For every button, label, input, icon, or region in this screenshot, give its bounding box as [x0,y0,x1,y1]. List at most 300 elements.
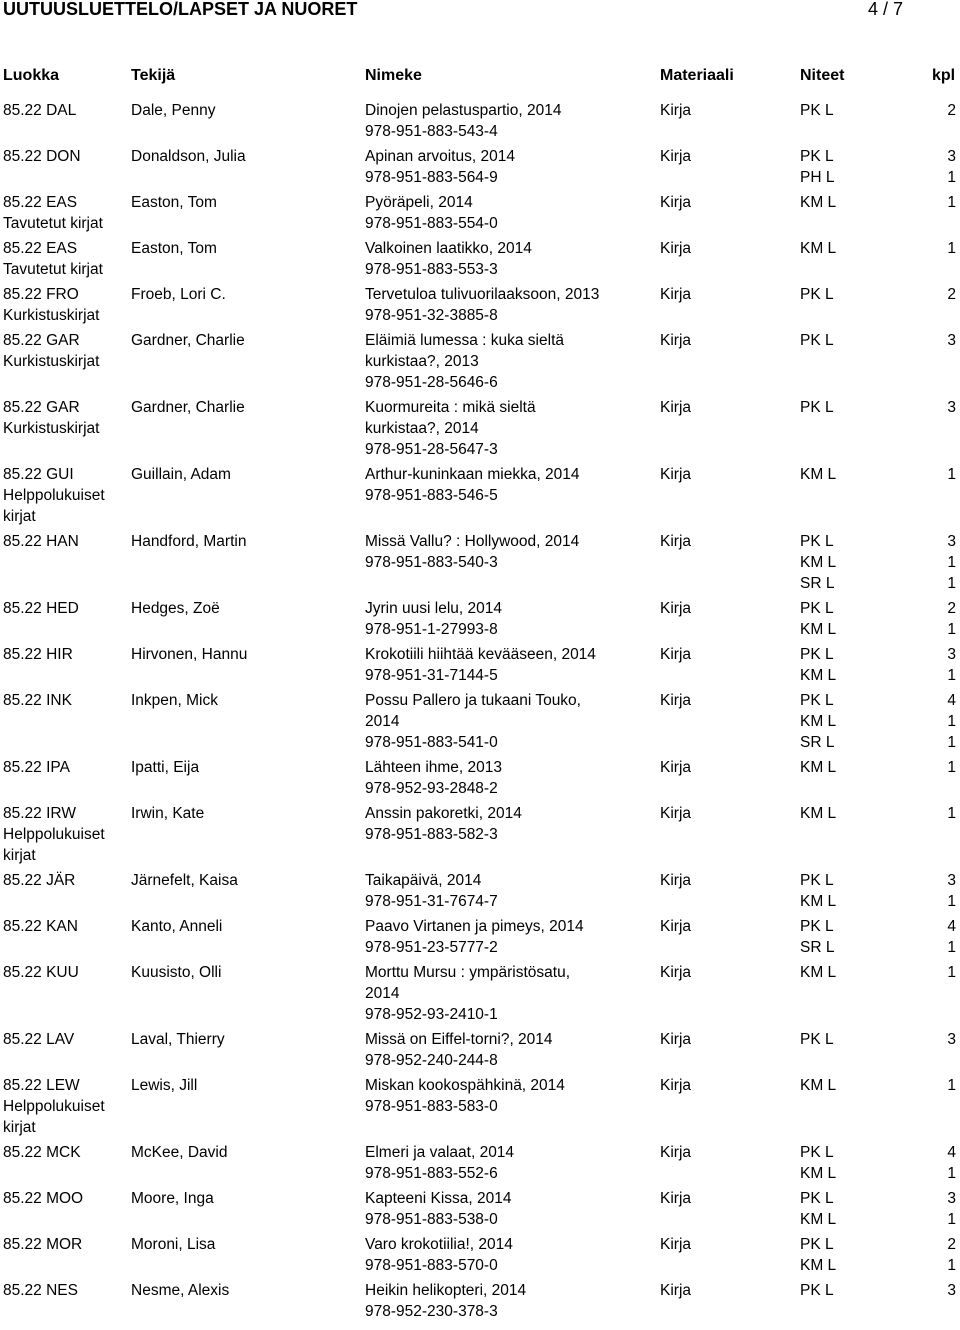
class-code-line: 85.22 DON [3,148,81,165]
class-code [3,757,128,778]
title-line: Missä on Eiffel-torni?, 2014 [365,1031,553,1048]
copies-location [800,598,836,640]
title-line: Tervetuloa tulivuorilaaksoon, 2013 [365,286,600,303]
author: Laval, Thierry [131,1031,225,1048]
copies-count [920,531,956,594]
class-code-line: 85.22 KAN [3,918,78,935]
copies-location-line: KM L [800,1257,837,1274]
class-code [3,1142,128,1163]
title-line: Jyrin uusi lelu, 2014 [365,600,502,617]
title-line: kurkistaa?, 2013 [365,353,479,370]
copies-location [800,531,836,594]
title-line: Lähteen ihme, 2013 [365,759,503,776]
title-line: Paavo Virtanen ja pimeys, 2014 [365,918,584,935]
class-code-line: kirjat [3,847,36,864]
title-line: Varo krokotiilia!, 2014 [365,1236,513,1253]
class-code-line: 85.22 IPA [3,759,70,776]
copies-count [920,916,956,958]
title [365,1280,640,1322]
title-line: 978-951-883-540-3 [365,554,498,571]
copies-location-line: KM L [800,759,837,776]
copies-count-line: 4 [947,692,956,709]
copies-location [800,962,836,983]
class-code-line: 85.22 IRW [3,805,76,822]
copies-count [920,644,956,686]
title-line: Possu Pallero ja tukaani Touko, [365,692,581,709]
copies-location-line: KM L [800,240,837,257]
class-code-line: Kurkistuskirjat [3,307,100,324]
title-line: 978-951-883-546-5 [365,487,498,504]
title-line: Anssin pakoretki, 2014 [365,805,522,822]
title [365,690,640,753]
copies-location [800,870,836,912]
copies-location-line: PK L [800,102,834,119]
copies-count [920,1280,956,1301]
copies-location-line: KM L [800,466,837,483]
material: Kirja [660,1144,692,1161]
copies-location-line: PK L [800,1236,834,1253]
author: Hirvonen, Hannu [131,646,248,663]
material: Kirja [660,1236,692,1253]
copies-location-line: PK L [800,399,834,416]
copies-location-line: PK L [800,1190,834,1207]
title [365,397,640,460]
class-code-line: 85.22 EAS [3,194,78,211]
copies-count-line: 1 [947,1211,956,1228]
title [365,1188,640,1230]
material: Kirja [660,286,692,303]
title [365,803,640,845]
author: Ipatti, Eija [131,759,200,776]
copies-count [920,192,956,213]
title [365,330,640,393]
class-code-line: kirjat [3,508,36,525]
copies-count-line: 2 [947,1236,956,1253]
author: Irwin, Kate [131,805,205,822]
material: Kirja [660,240,692,257]
class-code-line: Helppolukuiset [3,1098,105,1115]
class-code-line: 85.22 HED [3,600,79,617]
title-line: 978-951-883-538-0 [365,1211,498,1228]
copies-count [920,330,956,351]
title [365,1234,640,1276]
copies-count-line: 3 [947,1282,956,1299]
author: Kanto, Anneli [131,918,223,935]
class-code-line: Helppolukuiset [3,487,105,504]
title [365,757,640,799]
copies-count-line: 1 [947,554,956,571]
copies-location [800,284,834,305]
author: Kuusisto, Olli [131,964,222,981]
copies-count [920,690,956,753]
class-code [3,1075,128,1138]
copies-location-line: SR L [800,734,835,751]
title-line: 978-951-883-570-0 [365,1257,498,1274]
title [365,1075,640,1117]
class-code-line: 85.22 INK [3,692,72,709]
copies-count [920,757,956,778]
title-line: Kuormureita : mikä sieltä [365,399,536,416]
author: Lewis, Jill [131,1077,198,1094]
material: Kirja [660,194,692,211]
copies-location [800,690,836,753]
copies-location [800,192,836,213]
copies-count-line: 3 [947,399,956,416]
copies-count [920,1142,956,1184]
title-line: Krokotiili hiihtää kevääseen, 2014 [365,646,596,663]
copies-location-line: PK L [800,1031,834,1048]
title-line: 978-952-230-378-3 [365,1303,498,1320]
copies-count-line: 1 [947,939,956,956]
class-code [3,284,128,326]
copies-count-line: 1 [947,667,956,684]
class-code-line: 85.22 LEW [3,1077,80,1094]
author: Easton, Tom [131,194,217,211]
copies-count [920,598,956,640]
copies-location [800,803,836,824]
copies-location [800,100,834,121]
copies-location [800,330,834,351]
class-code-line: Helppolukuiset [3,826,105,843]
header-tekija: Tekijä [131,67,176,84]
author: Moore, Inga [131,1190,214,1207]
author: Moroni, Lisa [131,1236,216,1253]
title-line: Valkoinen laatikko, 2014 [365,240,532,257]
title-line: 978-951-883-553-3 [365,261,498,278]
copies-location-line: PK L [800,332,834,349]
title-line: Missä Vallu? : Hollywood, 2014 [365,533,580,550]
copies-location-line: KM L [800,667,837,684]
class-code-line: 85.22 HIR [3,646,73,663]
copies-count-line: 1 [947,893,956,910]
author: Nesme, Alexis [131,1282,230,1299]
title-line: 978-951-31-7674-7 [365,893,498,910]
class-code-line: 85.22 MCK [3,1144,81,1161]
copies-location [800,464,836,485]
title-line: 978-951-883-583-0 [365,1098,498,1115]
title-line: Kapteeni Kissa, 2014 [365,1190,512,1207]
copies-count-line: 2 [947,286,956,303]
material: Kirja [660,1031,692,1048]
material: Kirja [660,466,692,483]
material: Kirja [660,692,692,709]
class-code [3,1029,128,1050]
class-code [3,1188,128,1209]
class-code-line: 85.22 JÄR [3,872,76,889]
copies-count [920,146,956,188]
title-line: 978-951-883-543-4 [365,123,498,140]
title-line: Eläimiä lumessa : kuka sieltä [365,332,564,349]
material: Kirja [660,872,692,889]
title-line: Elmeri ja valaat, 2014 [365,1144,515,1161]
author: Donaldson, Julia [131,148,246,165]
copies-location [800,757,836,778]
title-line: Pyöräpeli, 2014 [365,194,473,211]
header-niteet: Niteet [800,67,845,84]
copies-count [920,1234,956,1276]
header-kpl: kpl [932,67,956,84]
author: Hedges, Zoë [131,600,220,617]
copies-count-line: 4 [947,918,956,935]
class-code [3,916,128,937]
class-code-line: 85.22 GAR [3,332,80,349]
copies-count-line: 1 [947,466,956,483]
class-code [3,146,128,167]
class-code-line: Kurkistuskirjat [3,420,100,437]
copies-count-line: 3 [947,1190,956,1207]
copies-count-line: 1 [947,805,956,822]
title-line: kurkistaa?, 2014 [365,420,479,437]
class-code [3,644,128,665]
class-code-line: 85.22 LAV [3,1031,75,1048]
class-code [3,1280,128,1301]
copies-count-line: 1 [947,734,956,751]
class-code-line: Tavutetut kirjat [3,215,103,232]
copies-location [800,1188,836,1230]
class-code [3,464,128,527]
author: Froeb, Lori C. [131,286,226,303]
author: Gardner, Charlie [131,332,245,349]
title-line: 978-951-883-564-9 [365,169,498,186]
title-line: 978-951-883-541-0 [365,734,498,751]
copies-count [920,1029,956,1050]
title-line: 978-951-883-554-0 [365,215,498,232]
copies-location [800,397,834,418]
title [365,1029,640,1071]
copies-count-line: 1 [947,1257,956,1274]
copies-count-line: 1 [947,964,956,981]
copies-location-line: PK L [800,1144,834,1161]
class-code [3,690,128,711]
title [365,1142,640,1184]
class-code [3,100,128,121]
copies-count-line: 3 [947,872,956,889]
copies-location-line: KM L [800,194,837,211]
class-code [3,1234,128,1255]
class-code-line: 85.22 MOR [3,1236,83,1253]
title-line: Morttu Mursu : ympäristösatu, [365,964,571,981]
author: McKee, David [131,1144,228,1161]
class-code-line: 85.22 MOO [3,1190,84,1207]
copies-count-line: 1 [947,1077,956,1094]
class-code-line: 85.22 EAS [3,240,78,257]
material: Kirja [660,332,692,349]
copies-location-line: PK L [800,1282,834,1299]
title [365,284,640,326]
copies-location [800,146,834,188]
class-code-line: 85.22 HAN [3,533,79,550]
author: Järnefelt, Kaisa [131,872,238,889]
title-line: 2014 [365,985,400,1002]
copies-location-line: KM L [800,621,837,638]
copies-location-line: SR L [800,939,835,956]
copies-count [920,284,956,305]
copies-count [920,100,956,121]
copies-location-line: PK L [800,600,834,617]
title-line: 978-951-883-552-6 [365,1165,498,1182]
material: Kirja [660,1190,692,1207]
copies-location-line: PK L [800,872,834,889]
copies-location-line: KM L [800,893,837,910]
copies-location-line: PK L [800,148,834,165]
copies-location-line: KM L [800,713,837,730]
material: Kirja [660,805,692,822]
class-code [3,870,128,891]
title-line: Heikin helikopteri, 2014 [365,1282,527,1299]
class-code-line: Tavutetut kirjat [3,261,103,278]
copies-location-line: PK L [800,533,834,550]
class-code-line: 85.22 DAL [3,102,77,119]
class-code-line: kirjat [3,1119,36,1136]
header-luokka: Luokka [3,67,60,84]
class-code [3,330,128,372]
copies-count-line: 1 [947,240,956,257]
copies-count-line: 3 [947,533,956,550]
copies-location [800,1280,834,1301]
author: Guillain, Adam [131,466,231,483]
title-line: 978-952-93-2410-1 [365,1006,498,1023]
copies-location-line: KM L [800,554,837,571]
class-code [3,598,128,619]
title-line: Taikapäivä, 2014 [365,872,482,889]
page-number: 4 / 7 [868,0,904,19]
author: Gardner, Charlie [131,399,245,416]
material: Kirja [660,148,692,165]
header-materiaali: Materiaali [660,67,734,84]
copies-count [920,1188,956,1230]
copies-count [920,238,956,259]
copies-count [920,464,956,485]
class-code-line: 85.22 GUI [3,466,74,483]
class-code-line: 85.22 GAR [3,399,80,416]
material: Kirja [660,646,692,663]
title-line: 978-951-1-27993-8 [365,621,498,638]
copies-count [920,803,956,824]
class-code [3,238,128,280]
material: Kirja [660,600,692,617]
material: Kirja [660,964,692,981]
copies-location [800,238,836,259]
title-line: Apinan arvoitus, 2014 [365,148,515,165]
title-line: 978-951-32-3885-8 [365,307,498,324]
copies-count [920,397,956,418]
copies-location-line: PH L [800,169,835,186]
class-code [3,803,128,866]
author: Dale, Penny [131,102,216,119]
copies-location-line: PK L [800,692,834,709]
title [365,100,640,142]
title-line: 978-952-240-244-8 [365,1052,498,1069]
material: Kirja [660,533,692,550]
title [365,238,640,280]
copies-count-line: 1 [947,759,956,776]
title [365,870,640,912]
material: Kirja [660,1282,692,1299]
material: Kirja [660,102,692,119]
copies-count-line: 1 [947,621,956,638]
author: Handford, Martin [131,533,247,550]
class-code [3,962,128,983]
title-line: 978-951-23-5777-2 [365,939,498,956]
copies-location [800,916,834,958]
title [365,464,640,506]
title-line: 978-951-28-5646-6 [365,374,498,391]
class-code [3,531,128,552]
copies-location-line: KM L [800,1211,837,1228]
material: Kirja [660,1077,692,1094]
title [365,146,640,188]
author: Inkpen, Mick [131,692,219,709]
copies-location-line: KM L [800,1165,837,1182]
copies-location-line: KM L [800,1077,837,1094]
copies-location-line: PK L [800,918,834,935]
title [365,531,640,573]
copies-count-line: 1 [947,575,956,592]
page-title: UUTUUSLUETTELO/LAPSET JA NUORET [3,0,358,19]
copies-location [800,644,836,686]
copies-count [920,1075,956,1096]
copies-location-line: SR L [800,575,835,592]
author: Easton, Tom [131,240,217,257]
copies-location-line: PK L [800,646,834,663]
title-line: 978-951-883-582-3 [365,826,498,843]
header-nimeke: Nimeke [365,67,422,84]
title [365,192,640,234]
copies-location-line: PK L [800,286,834,303]
copies-location-line: KM L [800,805,837,822]
title-line: 978-952-93-2848-2 [365,780,498,797]
material: Kirja [660,759,692,776]
title-line: Arthur-kuninkaan miekka, 2014 [365,466,580,483]
class-code [3,397,128,439]
title-line: 978-951-28-5647-3 [365,441,498,458]
copies-count-line: 1 [947,194,956,211]
title-line: 2014 [365,713,400,730]
title [365,598,640,640]
copies-count-line: 3 [947,1031,956,1048]
copies-count-line: 1 [947,713,956,730]
title [365,916,640,958]
copies-location [800,1142,836,1184]
copies-count-line: 4 [947,1144,956,1161]
class-code-line: 85.22 KUU [3,964,79,981]
title-line: Miskan kookospähkinä, 2014 [365,1077,565,1094]
title [365,644,640,686]
copies-location [800,1075,836,1096]
copies-count-line: 1 [947,169,956,186]
copies-count-line: 3 [947,148,956,165]
title-line: 978-951-31-7144-5 [365,667,498,684]
class-code-line: 85.22 NES [3,1282,78,1299]
copies-count [920,870,956,912]
title [365,962,640,1025]
copies-count-line: 2 [947,600,956,617]
class-code-line: 85.22 FRO [3,286,79,303]
copies-count [920,962,956,983]
copies-location [800,1029,834,1050]
class-code-line: Kurkistuskirjat [3,353,100,370]
material: Kirja [660,918,692,935]
copies-count-line: 3 [947,646,956,663]
copies-count-line: 1 [947,1165,956,1182]
title-line: Dinojen pelastuspartio, 2014 [365,102,562,119]
copies-location-line: KM L [800,964,837,981]
copies-location [800,1234,836,1276]
copies-count-line: 2 [947,102,956,119]
class-code [3,192,128,234]
material: Kirja [660,399,692,416]
copies-count-line: 3 [947,332,956,349]
